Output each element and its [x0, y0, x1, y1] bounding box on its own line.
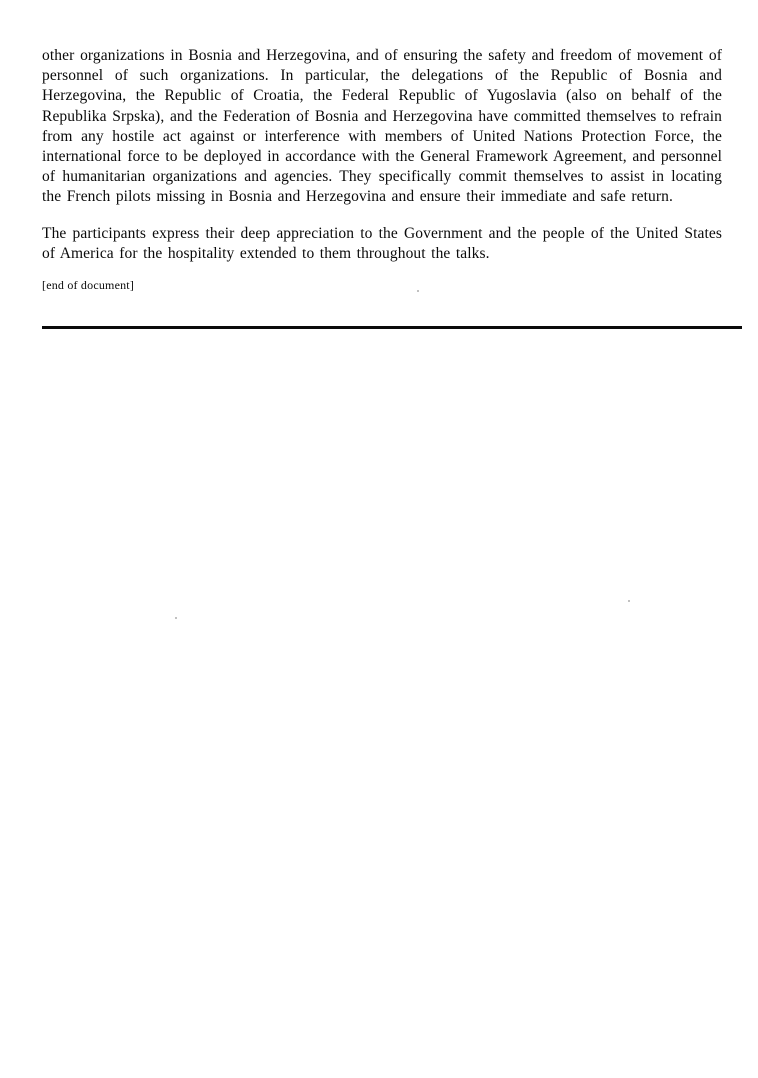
document-text-block [42, 46, 722, 293]
paragraph-appreciation: The participants express their deep appreciation to the Government and the people of the United States of America for the hospitality extended to them throughout the talks. [42, 224, 722, 262]
scan-artifact [175, 617, 177, 619]
paragraph-commitments: other organizations in Bosnia and Herzegovina, and of ensuring the safety and freedom of movement of personnel of such organizations. In particular, the delegations of the Republic of Bosnia and Herzegovina, the Republic of Croatia, the Federal Republic of Yugoslavia (also on behalf of the Republika Srpska), and the Federation of Bosnia and Herzegovina have committed themselves to refrain from any hostile act against or interference with members of United Nations Protection Force, the international force to be deployed in accordance with the General Framework Agreement, and personnel of humanitarian organizations and agencies. They specifically commit themselves to assist in locating the French pilots missing in Bosnia and Herzegovina and ensure their immediate and safe return. [42, 47, 722, 206]
scan-artifact [417, 290, 419, 292]
end-of-document-marker: [end of document] [42, 278, 135, 293]
scan-artifact [628, 600, 630, 602]
horizontal-rule [42, 326, 742, 329]
